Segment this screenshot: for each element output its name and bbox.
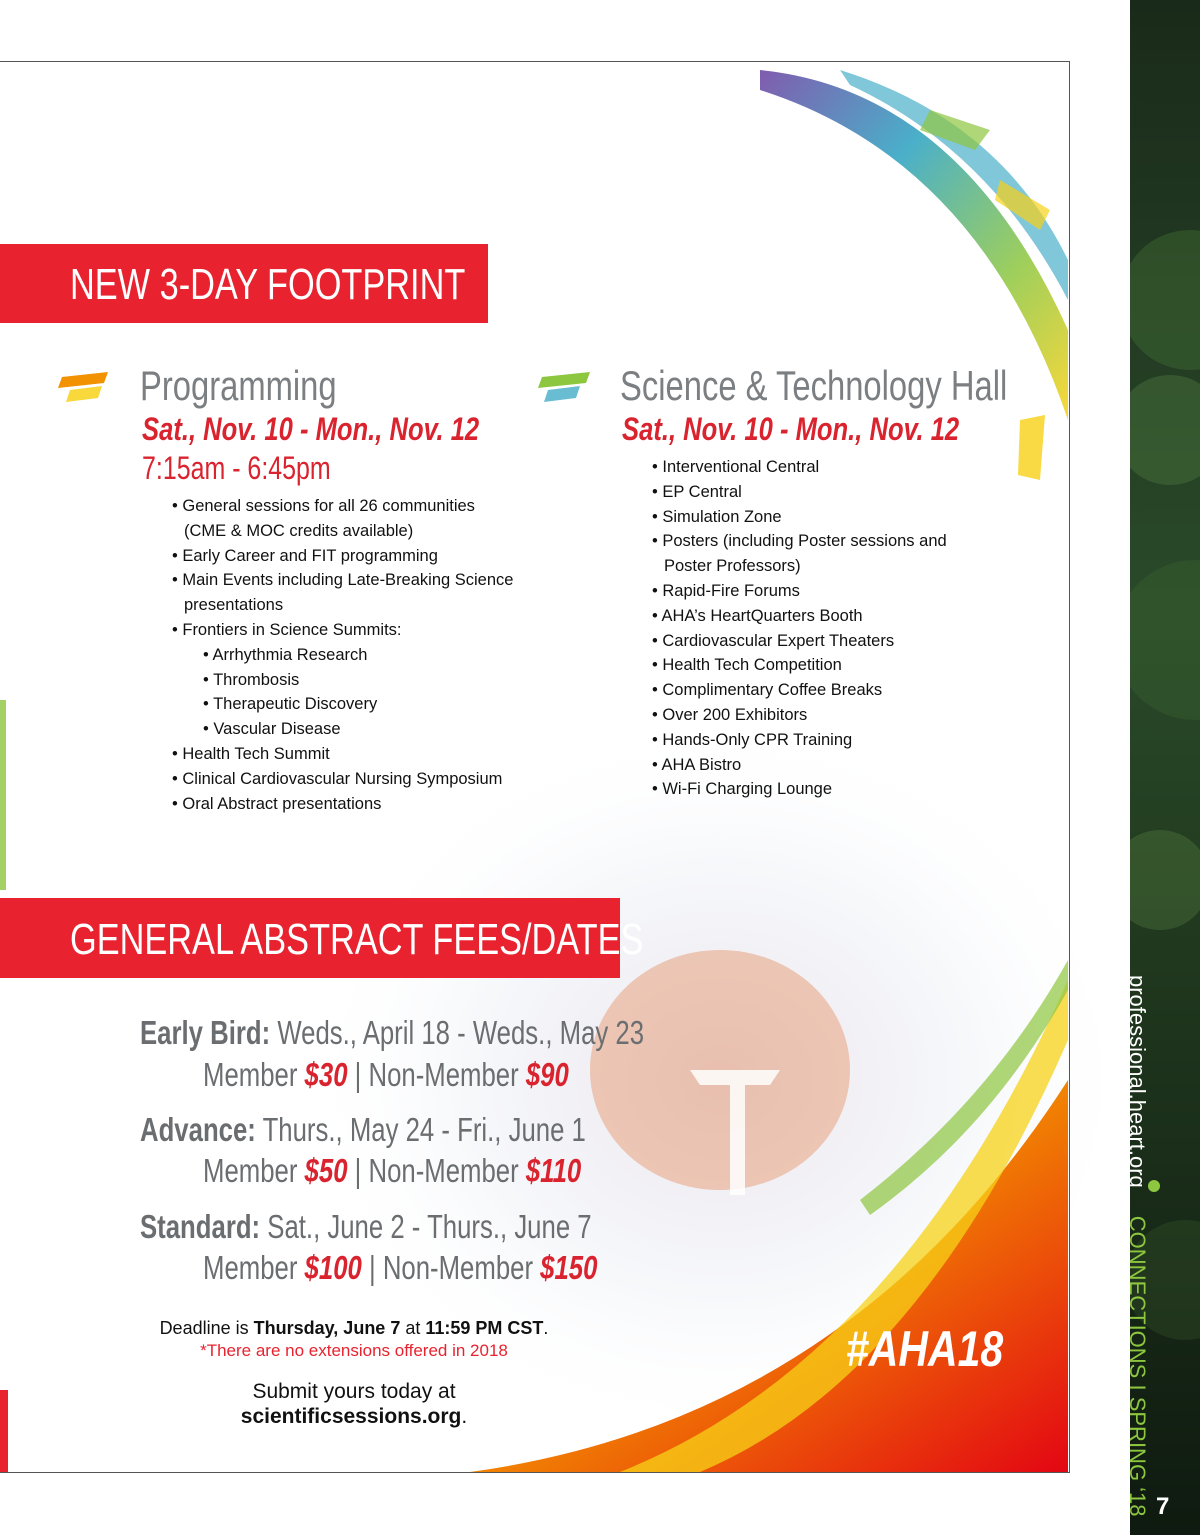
- list-item: • Arrhythmia Research: [203, 645, 368, 664]
- submit-site-row: [104, 1405, 604, 1429]
- sidebar-sep: I: [1125, 1378, 1150, 1397]
- member-label: Member: [203, 1056, 298, 1093]
- list-item: • Health Tech Summit: [172, 744, 330, 763]
- sidebar-vertical-text: [1124, 975, 1150, 1517]
- non-member-price: $150: [540, 1249, 598, 1286]
- submit-site-link[interactable]: scientificsessions.org: [240, 1405, 462, 1428]
- list-item: • Wi-Fi Charging Lounge: [652, 780, 833, 799]
- fee-label: Advance:: [140, 1111, 256, 1148]
- deadline-time: 11:59 PM CST: [425, 1318, 544, 1338]
- list-item: • Thrombosis: [203, 670, 300, 689]
- fee-advance-dates-row: [140, 1111, 586, 1149]
- fee-standard-prices-row: [203, 1249, 597, 1287]
- fee-dates: Weds., April 18 - Weds., May 23: [277, 1014, 645, 1051]
- fee-dates: Thurs., May 24 - Fri., June 1: [262, 1111, 586, 1148]
- fee-early-bird-prices-row: [203, 1056, 569, 1094]
- sidebar-issue: SPRING ‘18: [1125, 1396, 1150, 1517]
- member-price: $100: [304, 1249, 362, 1286]
- sidebar-url: professional.heart.org: [1125, 975, 1150, 1188]
- member-price: $30: [304, 1056, 348, 1093]
- list-item: (CME & MOC credits available): [184, 521, 414, 540]
- list-item: • Rapid-Fire Forums: [652, 581, 800, 600]
- list-item: • Frontiers in Science Summits:: [172, 620, 402, 639]
- list-item: • Vascular Disease: [203, 720, 341, 739]
- list-item: • Clinical Cardiovascular Nursing Symposium: [172, 769, 503, 788]
- list-item: • Main Events including Late-Breaking Science: [172, 571, 514, 590]
- hashtag: #AHA18: [846, 1321, 1004, 1377]
- list-item: • Hands-Only CPR Training: [652, 730, 853, 749]
- deadline-note: *There are no extensions offered in 2018: [200, 1341, 508, 1360]
- price-separator: |: [354, 1152, 362, 1189]
- deadline-prefix: Deadline is: [159, 1318, 254, 1338]
- list-item: Poster Professors): [664, 557, 801, 576]
- section-banner-footprint: [0, 244, 488, 323]
- list-item: • Therapeutic Discovery: [203, 695, 378, 714]
- list-item: • Cardiovascular Expert Theaters: [652, 631, 895, 650]
- list-item: • Posters (including Poster sessions and: [652, 532, 947, 551]
- fee-dates: Sat., June 2 - Thurs., June 7: [267, 1208, 592, 1245]
- programming-dates: Sat., Nov. 10 - Mon., Nov. 12: [142, 411, 480, 447]
- science-hall-dates: Sat., Nov. 10 - Mon., Nov. 12: [622, 411, 960, 447]
- list-item: • General sessions for all 26 communities: [172, 497, 475, 515]
- non-member-label: Non-Member: [368, 1152, 519, 1189]
- submit-site-dot: .: [461, 1405, 468, 1428]
- non-member-price: $90: [525, 1056, 569, 1093]
- science-hall-title: Science & Technology Hall: [620, 362, 1008, 409]
- list-item: • Oral Abstract presentations: [172, 794, 382, 813]
- list-item: • Simulation Zone: [652, 507, 782, 526]
- list-item: presentations: [184, 596, 284, 615]
- submit-line: Submit yours today at: [252, 1380, 456, 1403]
- list-item: • AHA Bistro: [652, 755, 742, 774]
- deadline-mid: at: [400, 1318, 426, 1338]
- price-separator: |: [368, 1249, 376, 1286]
- deadline-text: [104, 1318, 604, 1339]
- fee-early-bird-dates-row: [140, 1014, 644, 1052]
- list-item: • EP Central: [652, 482, 742, 501]
- programming-title: Programming: [140, 362, 337, 409]
- deadline-day: Thursday, June 7: [253, 1318, 401, 1338]
- fee-standard-dates-row: [140, 1208, 592, 1246]
- list-item: • Over 200 Exhibitors: [652, 705, 808, 724]
- non-member-label: Non-Member: [382, 1249, 534, 1286]
- list-item: • Complimentary Coffee Breaks: [652, 681, 883, 700]
- section-banner-fees-label: GENERAL ABSTRACT FEES/DATES: [70, 915, 644, 964]
- sidebar-magazine: CONNECTIONS: [1125, 1215, 1150, 1379]
- list-item: • AHA’s HeartQuarters Booth: [652, 606, 863, 625]
- fee-advance-prices-row: [203, 1152, 581, 1190]
- member-label: Member: [203, 1152, 298, 1189]
- list-item: • Early Career and FIT programming: [172, 546, 438, 565]
- member-label: Member: [203, 1249, 298, 1286]
- non-member-label: Non-Member: [368, 1056, 519, 1093]
- fee-label: Standard:: [140, 1208, 261, 1245]
- programming-time: 7:15am - 6:45pm: [142, 450, 331, 486]
- science-hall-list: [652, 455, 947, 802]
- section-banner-footprint-label: NEW 3-DAY FOOTPRINT: [70, 260, 466, 309]
- fee-label: Early Bird:: [140, 1014, 271, 1051]
- programming-list: [172, 494, 513, 816]
- list-item: • Health Tech Competition: [652, 656, 842, 675]
- member-price: $50: [304, 1152, 348, 1189]
- page-number: 7: [1156, 1493, 1170, 1520]
- list-item: • Interventional Central: [652, 458, 820, 476]
- section-banner-fees: [0, 898, 644, 978]
- price-separator: |: [354, 1056, 362, 1093]
- deadline-suffix: .: [543, 1318, 549, 1338]
- non-member-price: $110: [525, 1152, 582, 1189]
